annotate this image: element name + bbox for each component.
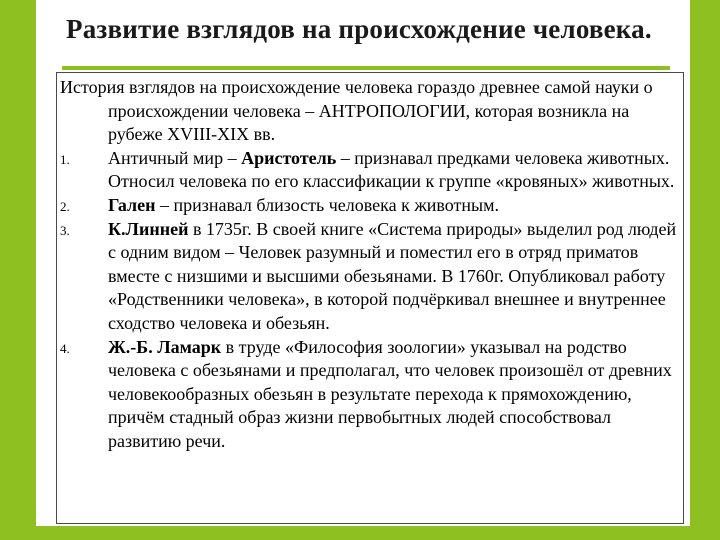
list-number: 3. (60, 222, 70, 238)
list-item-4 (60, 336, 680, 454)
list-item-3 (60, 218, 680, 336)
person-name: К.Линней (108, 218, 189, 239)
intro-paragraph: История взглядов на происхождение человека гораздо древнее самой науки о происхождении человека – АНТРОПОЛОГИИ, которая возникла на рубеже XVIII-XIX вв. (60, 77, 653, 145)
list-item-1 (60, 147, 680, 194)
slide-body (60, 76, 680, 454)
person-name: Аристотель (241, 147, 337, 168)
item-text: в 1735г. В своей книге «Система природы» выделил род людей с одним видом – Человек разумный и поместил его в отряд приматов вместе с низшими и высшими обезьянами. В 1760г. Опубликовал работу «Родственники человека», в которой подчёркивал внешнее и внутреннее сходство человека и обезьян. (108, 218, 677, 333)
item-text: в труде «Философия зоологии» указывал на родство человека с обезьянами и предполагал, что человек произошёл от древних человекообразных обезьян в результате перехода к прямохождению, причём стадный образ жизни первобытных людей способствовал развитию речи. (108, 336, 672, 451)
left-accent-bar (0, 0, 36, 540)
person-name: Ж.-Б. Ламарк (108, 336, 222, 357)
list-number: 4. (60, 340, 70, 356)
title-underline (62, 66, 670, 70)
list-number: 1. (60, 151, 70, 167)
bottom-accent-bar (0, 526, 720, 540)
item-lead-text: Античный мир – (108, 147, 242, 168)
item-text: – признавал близость человека к животным. (155, 194, 500, 215)
title-area (36, 0, 690, 70)
item-text: – признавал предками человека животных. Относил человека по его классификации к группе «кровяных» животных. (108, 147, 675, 192)
list-item-2 (60, 194, 680, 218)
list-number: 2. (60, 198, 70, 214)
right-accent-bar (690, 0, 720, 540)
slide-title: Развитие взглядов на происхождение человека. (66, 14, 652, 44)
person-name: Гален (108, 194, 156, 215)
